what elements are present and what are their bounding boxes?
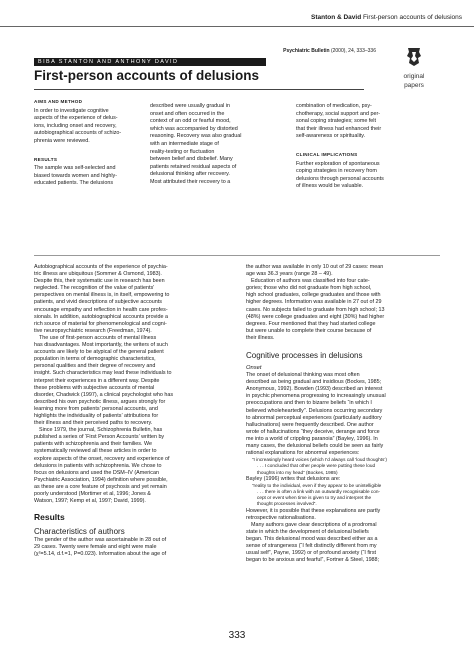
abstract-line: which was accompanied by distorted <box>150 125 238 132</box>
running-head-authors: Stanton & David <box>310 14 362 21</box>
body-line: Despite this, their systematic use in research has been <box>34 278 165 285</box>
abstract-column-3 <box>296 103 426 191</box>
results-heading: Results <box>34 512 65 523</box>
abstract-line: autobiographical accounts of schizo- <box>34 130 122 137</box>
body-line: The use of first-person accounts of mental illness <box>39 334 157 341</box>
body-column-right <box>246 264 442 564</box>
body-line: rational explanations for abnormal experiences: <box>246 450 360 457</box>
running-head-title: First-person accounts of delusions <box>363 14 462 21</box>
body-line: began. This delusional mood was described either as a <box>246 536 378 543</box>
abstract-line: Further exploration of spontaneous <box>296 160 380 167</box>
body-line: preoccupations and then to bizarre beliefs “in which I <box>246 400 372 407</box>
quote-line: thoughts into my head” (Bockes, 1985) <box>257 469 338 475</box>
body-line: interpret their experiences in a different way. Despite <box>34 377 160 384</box>
abstract-line: educated patients. The delusions <box>34 180 114 187</box>
body-line: these problems with subjective accounts of mental <box>34 384 155 391</box>
journal-citation <box>0 48 376 54</box>
abstract-line: patients retained residual aspects of <box>150 163 237 170</box>
abstract-column-1 <box>34 98 164 188</box>
body-line: higher degrees. Information was available in 27 out of 29 <box>246 299 382 306</box>
body-line: rich source of material for phenomenological and cogni- <box>34 320 167 327</box>
abstract-line: In order to investigate cognitive <box>34 107 109 114</box>
body-line: Since 1979, the journal, Schizophrenia Bulletin, has <box>39 427 163 434</box>
quote-line: thought processes involved”. <box>257 501 317 507</box>
abstract-line: delusional thinking after recovery. <box>150 171 230 178</box>
body-line: Anonymous, 1992). Bowden (1993) described an interest <box>246 386 383 393</box>
abstract-line: with an intermediate stage of <box>150 140 219 147</box>
body-line: sense of strangeness (“I felt distinctly different from my <box>246 543 377 550</box>
abstract-line: delusions through personal accounts <box>296 175 384 182</box>
body-line: their illness and their perceived paths to recovery. <box>34 420 153 427</box>
journal-name: Psychiatric Bulletin <box>283 48 330 54</box>
body-line: age was 36.3 years (range 28 – 49). <box>246 271 333 278</box>
abstract-line: context of an odd or fearful mood, <box>150 118 231 125</box>
body-line: Education of authors was classified into four cate- <box>251 278 370 285</box>
body-line: The gender of the author was ascertainable in 28 out of <box>34 537 167 544</box>
body-line: insight. Such characteristics may lead these individuals to <box>34 370 172 377</box>
body-line: perspectives on mental illness is, in itself, empowering to <box>34 292 170 299</box>
body-line: published a series of ‘First Person Accounts’ written by <box>34 434 165 441</box>
body-line: as these are a core feature of psychosis and yet remain <box>34 483 167 490</box>
quote-line: “I increasingly heard voices (which I’d always call ‘loud thoughts’) <box>252 457 387 463</box>
body-line: explore aspects of the onset, recovery and experience of <box>34 455 170 462</box>
body-line: The onset of delusional thinking was most often <box>246 372 360 379</box>
body-line: sionals. In addition, autobiographical accounts provide a <box>34 313 168 320</box>
quote-block <box>246 483 442 508</box>
quote-block <box>246 457 442 476</box>
body-line: gories; those who did not graduate from high school, <box>246 285 372 292</box>
abstract-line: coping strategies in recovery from <box>296 168 377 175</box>
body-line: the author was available in only 10 out of 29 cases: mean <box>246 264 384 270</box>
body-line: Many authors gave clear descriptions of a prodromal <box>251 521 377 528</box>
body-line: tric illness are ubiquitous (Sommer & Osmond, 1983). <box>34 271 162 278</box>
authors-bar: BIBA STANTON AND ANTHONY DAVID <box>34 58 266 66</box>
body-line: personal qualities and their degree of recovery and <box>34 363 156 370</box>
body-line: (χ²=5.14, d.f.=1, P=0.023). Information about the age of <box>34 551 167 558</box>
body-line: usual self”, Payne, 1992) or of profound anxiety (“I first <box>246 550 377 557</box>
body-line: encourage empathy and reflection in health care profes- <box>34 306 168 313</box>
abstract-line: ions, including onset and recovery, <box>34 122 117 129</box>
body-line: high school graduates, college graduates and those with <box>246 292 381 299</box>
section-tag-line-1: original <box>403 73 425 80</box>
section-tag-line-2: papers <box>404 82 424 89</box>
body-line: has disadvantages. Most importantly, the writers of such <box>34 342 168 349</box>
body-line: in psychic phenomena progressing to increasingly unusual <box>246 393 386 400</box>
implications-heading: CLINICAL IMPLICATIONS <box>296 151 358 157</box>
abstract-line: described were usually gradual in <box>150 103 231 109</box>
abstract-line: between belief and disbelief. Many <box>150 156 233 163</box>
quote-line: cept or event when time is given to try and interpret the <box>257 495 372 501</box>
results-abstract-heading: RESULTS <box>34 156 58 162</box>
body-line: (48%) were college graduates and eight (30%) had higher <box>246 313 385 320</box>
body-line: patients, and vivid descriptions of subjective accounts <box>34 299 162 306</box>
title-rule <box>34 89 364 90</box>
aims-heading: AIMS AND METHOD <box>34 99 83 104</box>
quote-line: . . . I concluded that other people were putting these loud <box>257 463 376 469</box>
page-number: 333 <box>228 630 246 641</box>
characteristics-heading: Characteristics of authors <box>34 527 125 537</box>
abstract-line: onset and often occurred in the <box>150 110 225 117</box>
cognitive-processes-heading: Cognitive processes in delusions <box>246 351 363 361</box>
body-line: many cases, the delusional beliefs could be seen as fairly <box>246 442 384 449</box>
body-line: believed wholeheartedly”. Delusions occurring secondary <box>246 407 383 414</box>
body-line: began to be anxious and fearful”, Fortner & Steel, 1988; <box>246 557 380 564</box>
body-line: Autobiographical accounts of the experience of psychia- <box>34 264 168 270</box>
abstract-line: The sample was self-selected and <box>34 165 116 172</box>
section-tag <box>390 72 438 90</box>
quote-line: . . . there is often a link with an outwardly recognisable con- <box>257 489 380 495</box>
abstract-line: combination of medication, psy- <box>296 103 372 109</box>
quote-line: “reality to the individual, even if they appear to be unintelligible <box>252 482 382 488</box>
body-line: Watson, 1997; Kemp et al, 1997; David, 1999). <box>34 498 146 505</box>
body-line: Psychiatric Association, 1994) definition where possible, <box>34 476 168 483</box>
body-line: delusions in patients with schizophrenia. We chose to <box>34 462 162 469</box>
body-line: cases. No subjects failed to graduate from high school; 13 <box>246 306 385 313</box>
journal-volume: (2000), 24, 333–336 <box>330 48 376 54</box>
body-line: population in terms of demographic characteristics, <box>34 356 156 363</box>
body-line: 29 cases. Twenty were female and eight were male <box>34 544 157 551</box>
body-line: neglected. The recognition of the value of patients’ <box>34 285 155 292</box>
abstract-column-2 <box>150 103 280 187</box>
body-line: patients with schizophrenia and their families. We <box>34 441 152 448</box>
body-line: but were unable to complete their course because of <box>246 327 372 334</box>
onset-heading: Onset <box>246 365 262 372</box>
abstract-line: of illness would be valuable. <box>296 183 364 190</box>
body-line: retrospective rationalisations. <box>246 514 316 521</box>
abstract-line: that their illness had enhanced their <box>296 125 382 132</box>
body-line: tive neuropsychiatric research (Freedman, 1974). <box>34 327 152 334</box>
body-line: highlights the individuality of patients’ attributions for <box>34 412 159 419</box>
body-line: However, it is possible that these explanations are partly <box>246 507 381 514</box>
abstract-line: aspects of the experience of delus- <box>34 115 118 122</box>
abstract-line: self-awareness or spirituality. <box>296 133 366 140</box>
body-line: learning more from patients’ personal accounts, and <box>34 405 158 412</box>
body-line: poorly understood (Mortimer et al, 1996; Jones & <box>34 491 151 497</box>
body-line: degrees. Four mentioned that they had started college <box>246 320 376 327</box>
body-column-left <box>34 264 228 558</box>
top-rule <box>0 26 474 27</box>
body-line: disorder, Chadwick (1997), a clinical psychologist who has <box>34 391 174 398</box>
body-line: Bayley (1996) writes that delusions are: <box>246 475 341 482</box>
body-line: state in which the development of delusional beliefs <box>246 528 369 535</box>
body-line: wrote of hallucinations “they deceive, derange and force <box>246 428 380 435</box>
body-line: hallucinations) were frequently described. One author <box>246 421 374 428</box>
article-title: First-person accounts of delusions <box>34 68 260 83</box>
abstract-line: sonal coping strategies; some felt <box>296 118 377 125</box>
body-line: focus on delusions and used the DSM–IV (American <box>34 469 159 476</box>
abstract-line: reality-testing or fluctuation <box>150 148 215 155</box>
journal-logo-icon <box>405 46 423 68</box>
body-line: me into a world of crippling paranoia” (Bayley, 1996). In <box>246 435 378 442</box>
body-line: their illness. <box>246 334 275 341</box>
body-line: described his own psychotic illness, argues strongly for <box>34 398 166 405</box>
abstract-line: reasoning. Recovery was also gradual <box>150 133 242 140</box>
abstract-line: biased towards women and highly- <box>34 172 118 179</box>
abstract-line: chotherapy, social support and per- <box>296 110 381 117</box>
abstract-line: phrenia were reviewed. <box>34 137 90 144</box>
abstract-line: Most attributed their recovery to a <box>150 178 231 185</box>
running-head <box>311 14 462 21</box>
body-line: systematically reviewed all these articles in order to <box>34 448 157 455</box>
body-line: described as being gradual and insidious (Bockes, 1985; <box>246 379 382 386</box>
abstract-divider <box>34 255 440 256</box>
body-line: accounts are likely to be atypical of the general patient <box>34 349 164 356</box>
body-line: to abnormal perceptual experiences (particularly auditory <box>246 414 382 421</box>
